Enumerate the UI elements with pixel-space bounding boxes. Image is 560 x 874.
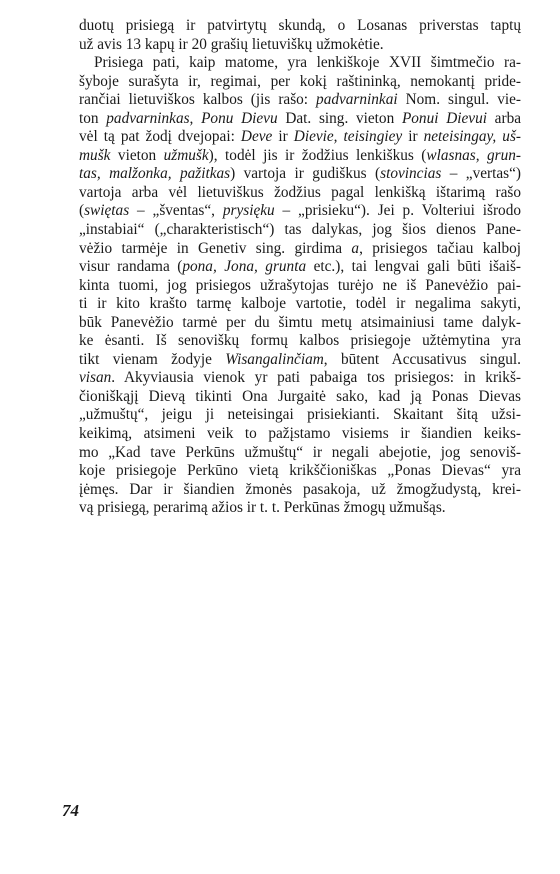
- text-line: [79, 73, 521, 92]
- text-line: [79, 54, 521, 73]
- text-line: [79, 277, 521, 296]
- text-line: [79, 221, 521, 240]
- text-line: [79, 36, 521, 55]
- italic-text: Ponui Dievui: [401, 109, 487, 127]
- text-line: [79, 369, 521, 388]
- italic-text: stovincias: [380, 165, 442, 183]
- text-run: vėžio tarmėje in Genetiv sing. girdima: [79, 239, 352, 257]
- text-run: būk Panevėžio tarmė per du šimtu metų atsimainiusi tame dalyk-: [79, 313, 521, 331]
- text-run: ti ir kito krašto tarmę kalboje vartotie, todėl ir negalima sakyti,: [79, 295, 521, 313]
- text-run: ) vartoja ir gudiškus (: [230, 165, 381, 183]
- page-number: 74: [62, 801, 79, 820]
- text-run: duotų prisiegą ir patvirtytų skundą, o Losanas priverstas taptų: [79, 17, 521, 34]
- text-run: rančiai lietuviškos kalbos (jis rašo:: [79, 91, 317, 109]
- italic-text: pona, Jona, grunta: [182, 258, 307, 276]
- text-line: [79, 128, 521, 147]
- italic-text: visan: [79, 369, 112, 387]
- text-run: „instabiai“ („charakteristisch“) tas dalykas, jog šios dienos Pane-: [79, 221, 521, 239]
- text-line: [79, 444, 521, 463]
- text-run: (: [79, 202, 85, 220]
- body-text: [79, 17, 521, 518]
- text-run: ke ėsanti. Iš senoviškų formų kalbos prisiegoje užtėmytina yra: [79, 332, 521, 350]
- italic-text: mušk: [79, 146, 111, 164]
- text-run: ), todėl jis ir žodžius lenkiškus (: [208, 146, 427, 164]
- text-line: [79, 240, 521, 259]
- text-run: koje prisiegoje Perkūno vietą krikščioniškas „Ponas Dievas“ yra: [79, 462, 521, 480]
- text-line: [79, 314, 521, 333]
- text-line: [79, 258, 521, 277]
- text-run: , būtent Accusativus singul.: [323, 350, 521, 368]
- text-run: arba: [486, 109, 522, 127]
- text-line: [79, 406, 521, 425]
- text-line: [79, 202, 521, 221]
- italic-text: Deve: [240, 128, 273, 146]
- paragraph: [79, 17, 521, 54]
- text-line: [79, 388, 521, 407]
- text-run: keikimą, atsimeni veik to pažįstamo visiems ir šiandien keiks-: [79, 425, 521, 443]
- text-run: vieton: [110, 146, 164, 164]
- text-line: [79, 295, 521, 314]
- italic-text: neteisingay, uš-: [423, 128, 521, 146]
- italic-text: prysięku: [222, 202, 275, 220]
- text-line: [79, 425, 521, 444]
- text-run: – „vertas“): [441, 165, 521, 183]
- text-run: Dat. sing. vieton: [277, 109, 402, 127]
- text-run: – „prisieku“). Jei p. Volteriui išrodo: [274, 202, 521, 220]
- italic-text: tas, malžonka, pažitkas: [79, 165, 231, 183]
- text-run: , prisiegos tačiau kalboj: [359, 239, 521, 257]
- text-line: [79, 332, 521, 351]
- text-run: etc.), tai lengvai gali būti išaiš-: [306, 258, 521, 276]
- text-run: mo „Kad tave Perkūns užmuštų“ ir negali abejotie, jog senoviš-: [79, 443, 521, 461]
- text-line: [79, 165, 521, 184]
- italic-text: Dievie, teisingiey: [293, 128, 403, 146]
- text-run: vėl tą pat žodį dvejopai:: [79, 128, 241, 146]
- text-run: visur randama (: [79, 258, 183, 276]
- text-line: [79, 499, 521, 518]
- text-run: čioniškąjį Dievą tikinti Ona Jurgaitė sako, kad ją Ponas Dievas: [79, 387, 521, 405]
- text-line: [79, 91, 521, 110]
- text-run: – „šventas“,: [129, 202, 223, 220]
- italic-text: wlasnas, grun-: [426, 146, 521, 164]
- text-line: [79, 17, 521, 36]
- text-run: Nom. singul. vie-: [397, 91, 521, 109]
- text-line: [79, 462, 521, 481]
- text-run: kinta tuomi, jog prisiegos užrašytojas turėjo ne iš Panevėžio pai-: [79, 276, 521, 294]
- italic-text: padvarninkai: [316, 91, 398, 109]
- text-run: ton: [79, 109, 107, 127]
- text-run: vą prisiegą, perarimą ažios ir t. t. Perkūnas žmogų užmušąs.: [79, 499, 446, 517]
- italic-text: Wisangalinčiam: [225, 350, 324, 368]
- text-run: už avis 13 kapų ir 20 grašių lietuviškų užmokėtie.: [79, 35, 384, 53]
- text-run: šyboje surašyta ir, regimai, per kokį raštininką, nemokantį pride-: [79, 72, 521, 90]
- text-run: vartoja arba vėl lietuviškus žodžius pagal lenkišką ištarimą rašo: [79, 183, 521, 201]
- italic-text: padvarninkas, Ponu Dievu: [106, 109, 278, 127]
- italic-text: a: [351, 239, 360, 257]
- text-line: [79, 110, 521, 129]
- text-line: [79, 351, 521, 370]
- text-line: [79, 147, 521, 166]
- text-line: [79, 481, 521, 500]
- text-line: [79, 184, 521, 203]
- italic-text: užmušk: [163, 146, 209, 164]
- text-run: tikt vienam žodyje: [79, 350, 226, 368]
- text-run: Prisiega pati, kaip matome, yra lenkiškoje XVII šimtmečio ra-: [94, 54, 521, 72]
- text-run: . Akyviausia vienok yr pati pabaiga tos prisiegos: in krikš-: [111, 369, 521, 387]
- paragraph: [79, 54, 521, 518]
- italic-text: swiętas: [84, 202, 130, 220]
- text-run: ir: [402, 128, 424, 146]
- text-run: įėmęs. Dar ir šiandien žmonės pasakoja, už žmogžudystą, krei-: [79, 480, 521, 498]
- text-run: „užmuštų“, jeigu ji neteisingai prisiekianti. Skaitant šitą užsi-: [79, 406, 521, 424]
- text-run: ir: [272, 128, 294, 146]
